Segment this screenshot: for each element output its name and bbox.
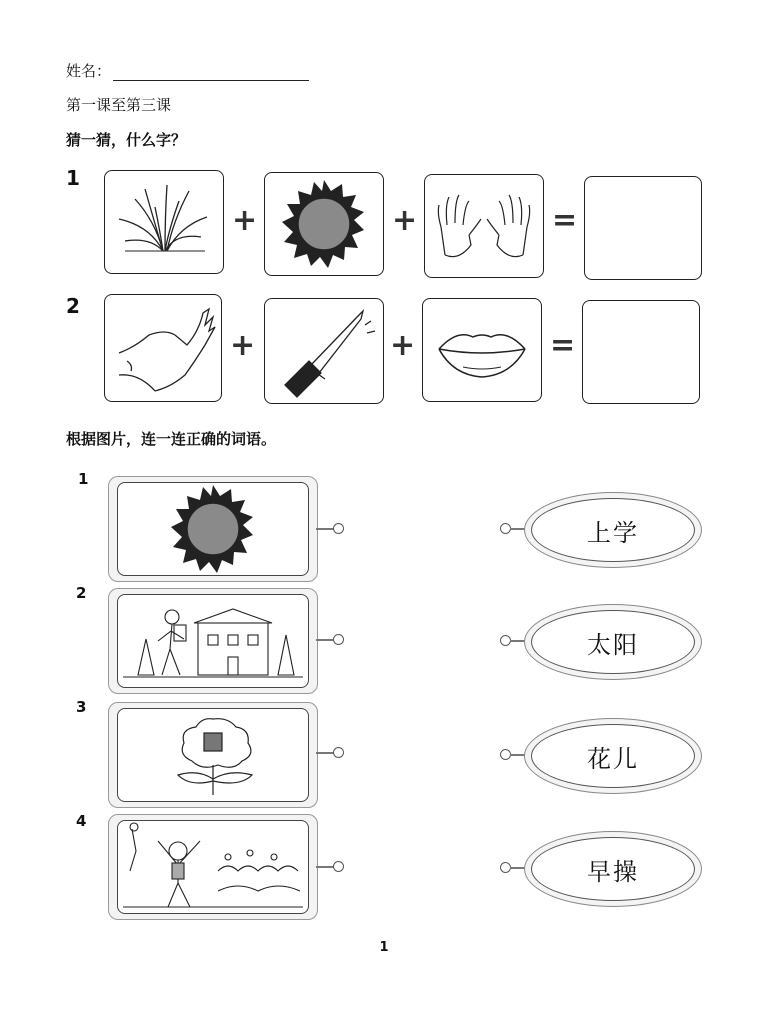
child-going-to-school-icon	[117, 594, 309, 688]
flower-icon	[117, 708, 309, 802]
item-number: 1	[78, 470, 89, 488]
equals-sign: =	[552, 203, 578, 238]
sun-icon	[264, 172, 384, 276]
connector-stem	[316, 528, 334, 530]
section1-instruction: 猜一猜，什么字？	[66, 131, 187, 149]
connect-dot[interactable]	[333, 747, 344, 758]
word-option[interactable]	[524, 831, 702, 907]
picture-card	[108, 476, 318, 582]
plus-sign: +	[230, 328, 256, 363]
name-field	[66, 60, 309, 81]
connect-dot[interactable]	[333, 523, 344, 534]
plus-sign: +	[232, 203, 258, 238]
word-option[interactable]	[524, 604, 702, 680]
word-option[interactable]	[524, 492, 702, 568]
grass-icon	[104, 170, 224, 274]
connector-stem	[316, 639, 334, 641]
connect-dot[interactable]	[333, 634, 344, 645]
picture-card	[108, 702, 318, 808]
mouth-lips-icon	[422, 298, 542, 402]
word-text: 花儿	[531, 724, 695, 788]
page-number: 1	[379, 940, 389, 955]
section2-instruction: 根据图片，连一连正确的词语。	[66, 430, 277, 448]
name-blank-line[interactable]	[113, 64, 309, 81]
picture-card	[108, 814, 318, 920]
connector-stem	[316, 752, 334, 754]
picture-card	[108, 588, 318, 694]
item-number: 2	[76, 584, 87, 602]
lesson-range: 第一课至第三课	[66, 96, 172, 114]
word-option[interactable]	[524, 718, 702, 794]
hands-icon	[424, 174, 544, 278]
item-number: 4	[76, 812, 87, 830]
connect-dot[interactable]	[333, 861, 344, 872]
name-label: 姓名：	[66, 62, 112, 80]
arm-hand-icon	[104, 294, 222, 402]
row-number: 1	[66, 166, 80, 190]
connector-stem	[316, 866, 334, 868]
row-number: 2	[66, 294, 80, 318]
plus-sign: +	[392, 203, 418, 238]
knife-icon	[264, 298, 384, 404]
plus-sign: +	[390, 328, 416, 363]
word-text: 早操	[531, 837, 695, 901]
word-text: 太阳	[531, 610, 695, 674]
word-text: 上学	[531, 498, 695, 562]
answer-box[interactable]	[582, 300, 700, 404]
item-number: 3	[76, 698, 87, 716]
answer-box[interactable]	[584, 176, 702, 280]
sun-icon	[117, 482, 309, 576]
equals-sign: =	[550, 328, 576, 363]
child-exercising-icon	[117, 820, 309, 914]
